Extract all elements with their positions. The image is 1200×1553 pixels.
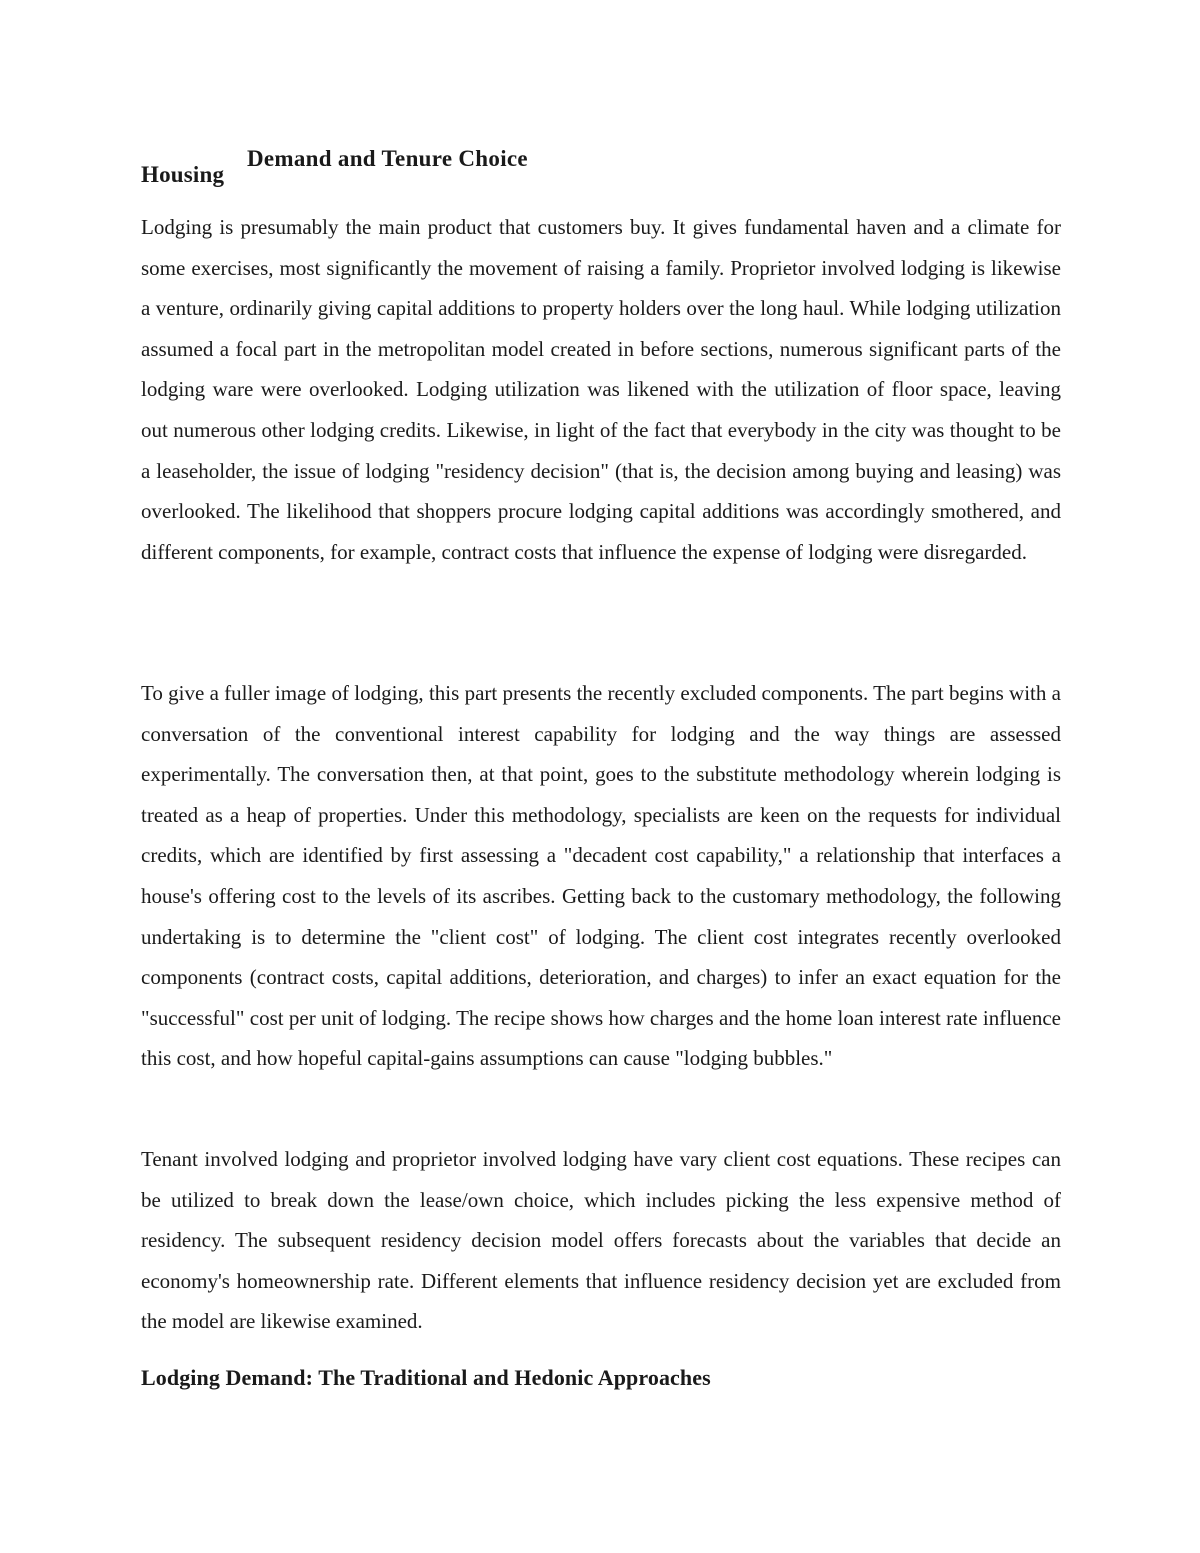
section-subheading: Lodging Demand: The Traditional and Hedonic Approaches: [141, 1365, 711, 1390]
document-title: [141, 142, 1061, 192]
paragraph-2: To give a fuller image of lodging, this part presents the recently excluded components. The part begins with a conversation of the conventional interest capability for lodging and the way things are assessed experimentally. The conversation then, at that point, goes to the substitute methodology wherein lodging is treated as a heap of properties. Under this methodology, specialists are keen on the requests for individual credits, which are identified by first assessing a "decadent cost capability," a relationship that interfaces a house's offering cost to the levels of its ascribes. Getting back to the customary methodology, the following undertaking is to determine the "client cost" of lodging. The client cost integrates recently overlooked components (contract costs, capital additions, deterioration, and charges) to infer an exact equation for the "successful" cost per unit of lodging. The recipe shows how charges and the home loan interest rate influence this cost, and how hopeful capital-gains assumptions can cause "lodging bubbles.": [141, 681, 1061, 1071]
paragraph-1: Lodging is presumably the main product that customers buy. It gives fundamental haven and a climate for some exercises, most significantly the movement of raising a family. Proprietor involved lodging is likewise a venture, ordinarily giving capital additions to property holders over the long haul. While lodging utilization assumed a focal part in the metropolitan model created in before sections, numerous significant parts of the lodging ware were overlooked. Lodging utilization was likened with the utilization of floor space, leaving out numerous other lodging credits. Likewise, in light of the fact that everybody in the city was thought to be a leaseholder, the issue of lodging "residency decision" (that is, the decision among buying and leasing) was overlooked. The likelihood that shoppers procure lodging capital additions was accordingly smothered, and different components, for example, contract costs that influence the expense of lodging were disregarded.: [141, 215, 1061, 564]
title-rest: Demand and Tenure Choice: [247, 146, 528, 171]
paragraph-3: Tenant involved lodging and proprietor involved lodging have vary client cost equations. These recipes can be utilized to break down the lease/own choice, which includes picking the less expensive method of residency. The subsequent residency decision model offers forecasts about the variables that decide an economy's homeownership rate. Different elements that influence residency decision yet are excluded from the model are likewise examined.: [141, 1147, 1061, 1334]
title-word-housing: Housing: [141, 162, 225, 187]
